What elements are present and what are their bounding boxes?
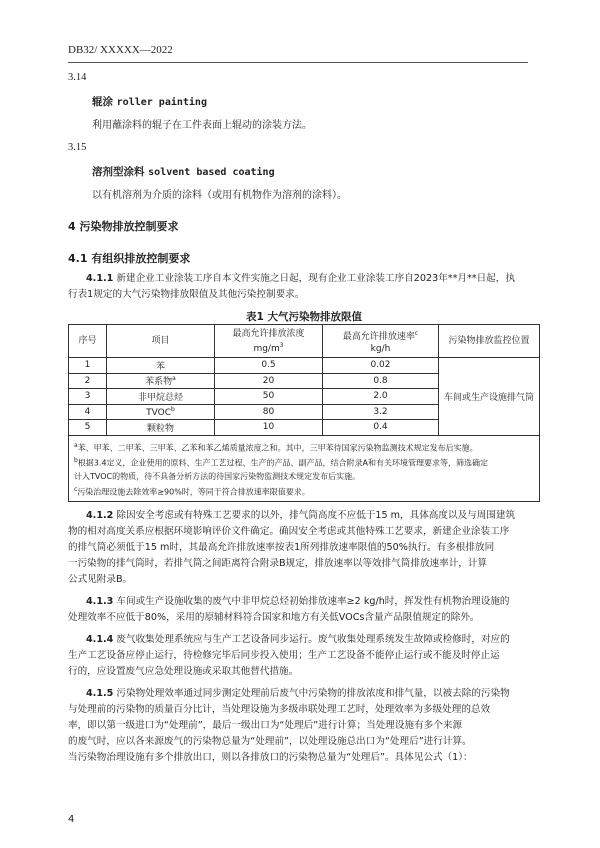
emission-limits-table bbox=[68, 324, 540, 502]
term-roller-painting bbox=[92, 94, 207, 109]
term-cn: 溶剂型涂料 bbox=[92, 166, 145, 178]
term-en: roller painting bbox=[116, 97, 207, 108]
clause-number: 4.1.4 bbox=[86, 634, 114, 645]
header-concentration: 最高允许排放浓度 $mg/m^3$ bbox=[215, 325, 323, 358]
table-row: 4 TVOC$^b$ 80 3.2 bbox=[69, 404, 540, 420]
definition-solvent-based-coating: 以有机溶剂为介质的涂料（或用有机物作为溶剂的涂料）。 bbox=[92, 190, 347, 201]
clause-number: 4.1.3 bbox=[86, 596, 114, 607]
clause-4-1-2: 4.1.2 除因安全考虑或有特殊工艺要求的以外，排气筒高度不应低于15 m，具体高度以及与周围建筑 物的相对高度关系应根据环境影响评价文件确定。确因安全考虑或其他特殊工艺要求，新建企业涂装工序 的排气筒必须低于15 m时，其最高允许排放速率按表1所列排放速率限值的50%执行。有多根排放同 一污染物的排气筒时，若排气筒之间距离符合附录B规定，排放速率以等效排气筒排放速率计，计算 公式见附录B。 bbox=[68, 510, 516, 585]
clause-4-1-3: 4.1.3 车间或生产设施收集的废气中非甲烷总烃初始排放速率≥2 kg/h时，挥发性有机物治理设施的 处理效率不应低于80%，采用的原辅材料符合国家和地方有关低VOCs含量产品限值规定的除外。 bbox=[68, 596, 510, 623]
standard-code-header: DB32/ XXXXX—2022 bbox=[68, 44, 173, 56]
clause-number: 4.1.2 bbox=[86, 510, 114, 521]
location-cell: 车间或生产设施排气筒 bbox=[439, 358, 540, 436]
table-notes bbox=[69, 435, 540, 502]
clause-line: 新建企业工业涂装工序自本文件实施之日起，现有企业工业涂装工序自2023年**月**日起，执 bbox=[116, 273, 515, 284]
table-header-row bbox=[69, 325, 540, 358]
table-caption: 表1 大气污染物排放限值 bbox=[246, 311, 362, 323]
table-row: 3 非甲烷总烃 50 2.0 bbox=[69, 389, 540, 405]
clause-line: 行表1规定的大气污染物排放限值及其他污染控制要求。 bbox=[68, 289, 305, 300]
note-b: $^b$根据3.4定义，企业使用的原料、生产工艺过程、生产的产品、副产品，结合附录A和有关环境管理要求等，筛选确定 bbox=[74, 457, 489, 468]
header-location: 污染物排放监控位置 bbox=[439, 325, 540, 358]
clause-number: 4.1.5 bbox=[86, 688, 114, 699]
section-number-3-15: 3.15 bbox=[68, 142, 87, 153]
header-rule bbox=[68, 62, 528, 63]
section-number-3-14: 3.14 bbox=[68, 72, 87, 83]
note-b-cont: 计入TVOC的物质，待不具备分析方法的待国家污染物监测技术规定发布后实施。 bbox=[74, 471, 361, 481]
term-cn: 辊涂 bbox=[92, 96, 113, 108]
chapter-4-title: 4 污染物排放控制要求 bbox=[68, 220, 179, 233]
clause-number: 4.1.1 bbox=[86, 273, 114, 284]
section-4-1-title: 4.1 有组织排放控制要求 bbox=[68, 252, 191, 265]
table-row: 5 颗粒物 10 0.4 bbox=[69, 420, 540, 436]
note-c: $^c$污染治理设施去除效率≥90%时，等同于符合排放速率限值要求。 bbox=[74, 485, 310, 497]
table-row: 2 苯系物$^a$ 20 0.8 bbox=[69, 373, 540, 389]
header-rate: 最高允许排放速率$^c$ kg/h bbox=[323, 325, 439, 358]
term-en: solvent based coating bbox=[148, 167, 275, 178]
clause-4-1-1 bbox=[68, 271, 540, 303]
table-row: 1 苯 0.5 0.02 车间或生产设施排气筒 bbox=[69, 358, 540, 374]
clause-4-1-5: 4.1.5 污染物处理效率通过同步测定处理前后废气中污染物的排放浓度和排气量，以被去除的污染物 与处理前的污染物的质量百分比计，当处理设施为多级串联处理工艺时，处理效率为多级处理的总效 率，即以第一级进口为“处理前”，最后一级出口为“处理后”进行计算；当处理设施有多个来源 的废气时，应以各来源废气的污染物总量为“处理前”，以处理设施总出口为“处理后”进行计算。 当污染物治理设施有多个排放出口，则以各排放口的污染物总量为“处理后”。具体见公式（1）： bbox=[68, 688, 510, 763]
header-seq: 序号 bbox=[69, 325, 107, 358]
clause-4-1-4: 4.1.4 废气收集处理系统应与生产工艺设备同步运行。废气收集处理系统发生故障或检修时，对应的 生产工艺设备应停止运行，待检修完毕后同步投入使用；生产工艺设备不能停止运行或不能及时停止运 行的，应设置废气应急处理设施或采取其他替代措施。 bbox=[68, 634, 510, 677]
page-number: 4 bbox=[68, 814, 75, 825]
definition-roller-painting: 利用蘸涂料的辊子在工件表面上辊动的涂装方法。 bbox=[92, 120, 312, 131]
table-notes-row bbox=[69, 435, 540, 502]
term-solvent-based-coating bbox=[92, 164, 275, 179]
header-item: 项目 bbox=[107, 325, 215, 358]
note-a: $^a$苯、甲苯、二甲苯、三甲苯、乙苯和苯乙烯质量浓度之和。其中，三甲苯待国家污染物监测技术规定发布后实施。 bbox=[74, 441, 478, 453]
